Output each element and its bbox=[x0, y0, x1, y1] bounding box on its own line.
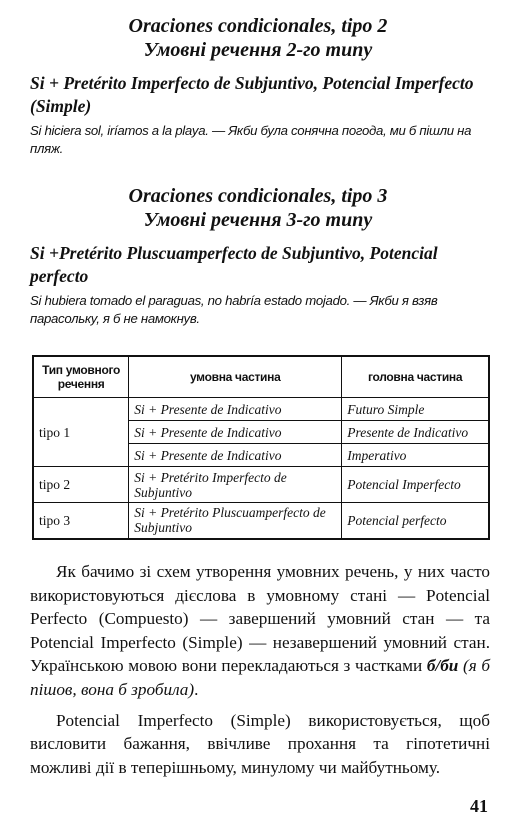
paragraph-2: Potencial Imperfecto (Simple) використовується, щоб висловити бажання, ввічливе прохання та гіпотетичні можливі дії в теперішньому, минулому чи майбутньому. bbox=[30, 710, 490, 777]
table-row bbox=[33, 467, 489, 503]
conditional-types-table bbox=[32, 355, 490, 540]
heading-type-2-es: Oraciones condicionales, tipo 2 bbox=[128, 15, 388, 37]
section-conditional-type-3 bbox=[30, 184, 486, 328]
table-cell-type: tipo 3 bbox=[33, 503, 129, 539]
paragraph-1 bbox=[30, 560, 490, 702]
table-cell-condition: Si + Presente de Indicativo bbox=[129, 398, 342, 421]
heading-type-3-es: Oraciones condicionales, tipo 3 bbox=[128, 185, 388, 207]
table-header-row bbox=[33, 356, 489, 398]
table-row bbox=[33, 503, 489, 539]
table-cell-main: Presente de Indicativo bbox=[342, 421, 489, 444]
table-cell-condition: Si + Pretérito Imperfecto de Subjuntivo bbox=[129, 467, 342, 503]
table-cell-main: Futuro Simple bbox=[342, 398, 489, 421]
table-cell-main: Potencial Imperfecto bbox=[342, 467, 489, 503]
table-cell-main: Imperativo bbox=[342, 444, 489, 467]
heading-type-3-uk: Умовні речення 3-го типу bbox=[143, 209, 373, 231]
page-number: 41 bbox=[470, 796, 488, 816]
particles-example: (я б пішов, вона б зробила) bbox=[30, 656, 490, 699]
table-cell-type: tipo 1 bbox=[33, 398, 129, 467]
heading-type-2-uk: Умовні речення 2-го типу bbox=[143, 39, 373, 61]
particles-bi: б/би bbox=[426, 656, 459, 676]
example-type-2: Si hiciera sol, iríamos a la playa. — Якби була сонячна погода, ми б пішли на пляж. bbox=[30, 123, 472, 156]
table-header-type: Тип умовного речення bbox=[33, 356, 129, 398]
table-cell-condition: Si + Presente de Indicativo bbox=[129, 421, 342, 444]
section-conditional-type-2 bbox=[30, 14, 486, 158]
explanation-text bbox=[30, 560, 490, 779]
formula-type-3: Si +Pretérito Pluscuamperfecto de Subjuntivo, Potencial perfecto bbox=[30, 243, 438, 286]
formula-type-2: Si + Pretérito Imperfecto de Subjuntivo, Potencial Imperfecto (Simple) bbox=[30, 73, 474, 116]
table-header-condition: умовна частина bbox=[129, 356, 342, 398]
table-row bbox=[33, 398, 489, 421]
example-type-3: Si hubiera tomado el paraguas, no habría estado mojado. — Якби я взяв парасольку, я б не намокнув. bbox=[30, 293, 438, 326]
paragraph-1-end: . bbox=[194, 679, 199, 699]
table-header-main: головна частина bbox=[342, 356, 489, 398]
paragraph-1-text: Як бачимо зі схем утворення умовних речень, у них часто використовуються дієслова в умовному стані — Potencial Perfecto (Compuesto) — завершений умовний стан — та Potencial Imperfecto (Simple) — незавершений умовний стан. Українською мовою вони перекладаються з частками bbox=[30, 562, 490, 676]
table-cell-condition: Si + Pretérito Pluscuamperfecto de Subjuntivo bbox=[129, 503, 342, 539]
table-cell-condition: Si + Presente de Indicativo bbox=[129, 444, 342, 467]
table-cell-type: tipo 2 bbox=[33, 467, 129, 503]
table-cell-main: Potencial perfecto bbox=[342, 503, 489, 539]
